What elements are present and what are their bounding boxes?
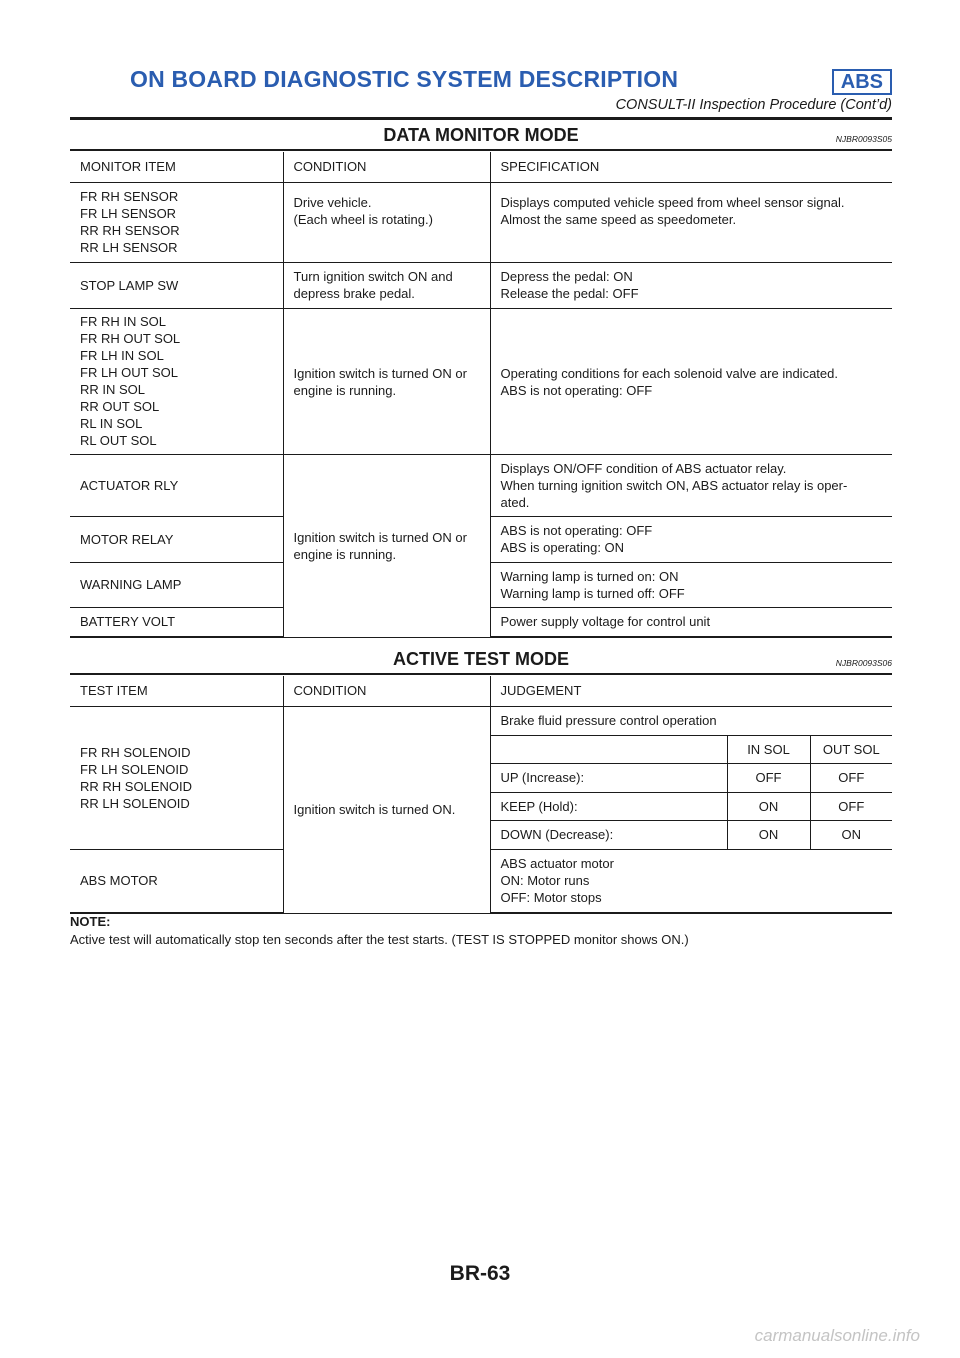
specification-cell: Operating conditions for each solenoid valve are indicated. ABS is not operating: OFF — [490, 308, 892, 454]
specification-cell: Depress the pedal: ON Release the pedal: OFF — [490, 262, 892, 308]
condition-cell: Ignition switch is turned ON or engine is running. — [283, 308, 490, 454]
specification-cell: Power supply voltage for control unit — [490, 607, 892, 637]
page-header — [70, 66, 892, 116]
in-sol-header: IN SOL — [727, 735, 810, 763]
page-number: BR-63 — [449, 1262, 511, 1285]
operation-label: UP (Increase): — [490, 763, 727, 792]
monitor-item: STOP LAMP SW — [70, 262, 283, 308]
note-text: Active test will automatically stop ten seconds after the test starts. (TEST IS STOPPED monitor shows ON.) — [70, 932, 689, 947]
abs-badge: ABS — [832, 69, 892, 95]
in-sol-value: ON — [727, 820, 810, 849]
active-test-code: NJBR0093S06 — [835, 658, 892, 668]
specification-cell: Displays ON/OFF condition of ABS actuator relay. When turning ignition switch ON, ABS actuator relay is oper- ated. — [490, 454, 892, 516]
motor-judgement: ABS actuator motor ON: Motor runs OFF: Motor stops — [490, 849, 892, 913]
specification-cell: Warning lamp is turned on: ON Warning lamp is turned off: OFF — [490, 562, 892, 607]
test-item-motor: ABS MOTOR — [70, 849, 283, 913]
data-monitor-code: NJBR0093S05 — [835, 134, 892, 144]
monitor-item: FR RH IN SOL FR RH OUT SOL FR LH IN SOL FR LH OUT SOL RR IN SOL RR OUT SOL RL IN SOL RL OUT SOL — [70, 308, 283, 454]
condition-cell: Drive vehicle. (Each wheel is rotating.) — [283, 182, 490, 262]
test-condition-cell: Ignition switch is turned ON. — [283, 706, 490, 913]
table-row — [70, 182, 892, 262]
out-sol-value: OFF — [810, 792, 892, 820]
table-header-row — [70, 676, 892, 706]
monitor-item: WARNING LAMP — [70, 562, 283, 607]
table-row — [70, 706, 892, 735]
col-header: CONDITION — [283, 676, 490, 706]
data-monitor-table — [70, 152, 892, 638]
in-sol-value: OFF — [727, 763, 810, 792]
data-monitor-title: DATA MONITOR MODE — [383, 125, 579, 145]
monitor-item: FR RH SENSOR FR LH SENSOR RR RH SENSOR RR LH SENSOR — [70, 182, 283, 262]
operation-label: DOWN (Decrease): — [490, 820, 727, 849]
judgement-title: Brake fluid pressure control operation — [490, 706, 892, 735]
col-header: MONITOR ITEM — [70, 152, 283, 182]
blank-cell — [490, 735, 727, 763]
table-header-row — [70, 152, 892, 182]
monitor-item: ACTUATOR RLY — [70, 454, 283, 516]
in-sol-value: ON — [727, 792, 810, 820]
table-row — [70, 454, 892, 516]
table-row — [70, 262, 892, 308]
col-header: TEST ITEM — [70, 676, 283, 706]
active-test-heading — [70, 647, 892, 675]
specification-cell: Displays computed vehicle speed from wheel sensor signal. Almost the same speed as speedometer. — [490, 182, 892, 262]
col-header: JUDGEMENT — [490, 676, 892, 706]
page-title: ON BOARD DIAGNOSTIC SYSTEM DESCRIPTION — [130, 66, 679, 92]
page-subtitle: CONSULT-II Inspection Procedure (Cont’d) — [615, 97, 892, 113]
header-rule — [70, 117, 892, 120]
operation-label: KEEP (Hold): — [490, 792, 727, 820]
merged-condition-cell: Ignition switch is turned ON or engine is running. — [283, 454, 490, 637]
data-monitor-heading — [70, 123, 892, 151]
monitor-item: BATTERY VOLT — [70, 607, 283, 637]
specification-cell: ABS is not operating: OFF ABS is operating: ON — [490, 516, 892, 562]
active-test-table — [70, 676, 892, 914]
condition-cell: Turn ignition switch ON and depress brake pedal. — [283, 262, 490, 308]
note-heading: NOTE: — [70, 914, 111, 929]
watermark: carmanualsonline.info — [754, 1326, 920, 1345]
table-row — [70, 308, 892, 454]
monitor-item: MOTOR RELAY — [70, 516, 283, 562]
col-header: CONDITION — [283, 152, 490, 182]
active-test-title: ACTIVE TEST MODE — [392, 649, 569, 669]
out-sol-value: OFF — [810, 763, 892, 792]
out-sol-header: OUT SOL — [810, 735, 892, 763]
col-header: SPECIFICATION — [490, 152, 892, 182]
note-block — [70, 913, 910, 949]
test-item-solenoids: FR RH SOLENOID FR LH SOLENOID RR RH SOLENOID RR LH SOLENOID — [70, 706, 283, 849]
out-sol-value: ON — [810, 820, 892, 849]
